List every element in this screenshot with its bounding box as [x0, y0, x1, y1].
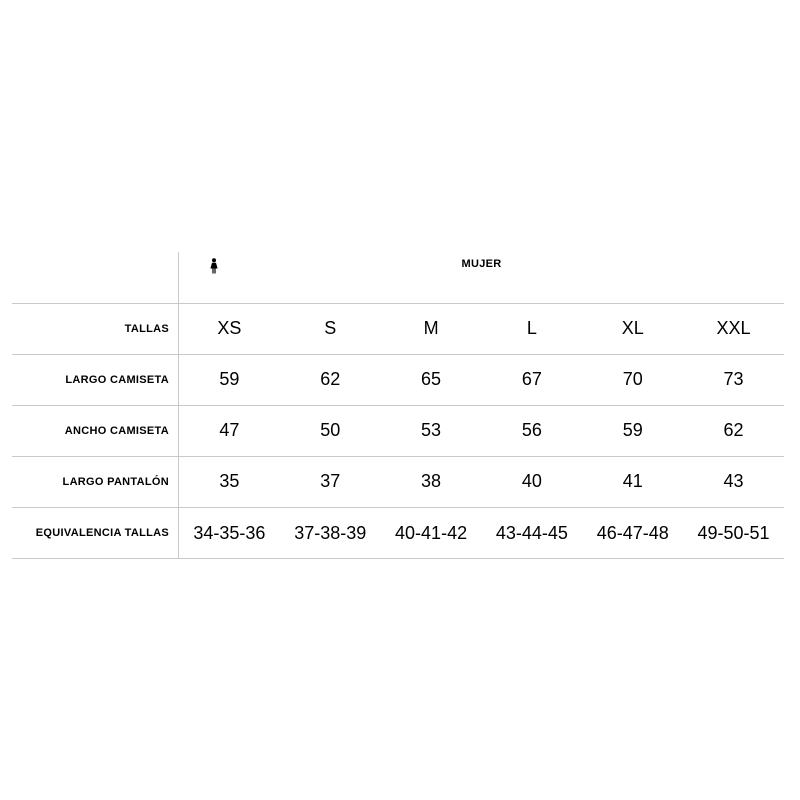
table-title: MUJER [461, 258, 502, 270]
value-cell: 62 [723, 420, 744, 440]
value-cell: 59 [622, 420, 643, 440]
value-cell: 62 [320, 369, 341, 389]
row-label-ancho-camiseta: ANCHO CAMISETA [64, 424, 169, 437]
value-cell: 47 [219, 420, 240, 440]
value-cell: 53 [421, 420, 442, 440]
size-cell: XL [621, 318, 644, 338]
value-cell: 73 [723, 369, 744, 389]
size-cell: XS [217, 318, 242, 338]
value-cell: 43 [723, 471, 744, 491]
row-label-largo-camiseta: LARGO CAMISETA [65, 373, 169, 386]
size-cell: XXL [716, 318, 751, 338]
value-cell: 70 [622, 369, 643, 389]
value-cell: 35 [219, 471, 240, 491]
size-cell: S [324, 318, 337, 338]
size-cell: L [526, 318, 537, 338]
value-cell: 65 [421, 369, 442, 389]
value-cell: 49-50-51 [697, 522, 770, 543]
size-cell: M [423, 318, 439, 338]
table-row [12, 507, 784, 559]
value-cell: 40-41-42 [395, 522, 468, 543]
value-cell: 67 [521, 369, 542, 389]
value-cell: 34-35-36 [193, 522, 266, 543]
size-chart-table [12, 252, 784, 559]
table-row [12, 456, 784, 507]
value-cell: 40 [521, 471, 542, 491]
row-label-largo-pantalon: LARGO PANTALÓN [62, 475, 169, 488]
row-label-equivalencia-tallas: EQUIVALENCIA TALLAS [35, 527, 169, 539]
value-cell: 43-44-45 [495, 522, 568, 543]
table-row [12, 303, 784, 354]
value-cell: 50 [320, 420, 341, 440]
table-header-row [12, 252, 784, 303]
value-cell: 38 [421, 471, 442, 491]
table-row [12, 405, 784, 456]
value-cell: 41 [622, 471, 643, 491]
value-cell: 56 [521, 420, 542, 440]
table-row [12, 354, 784, 405]
value-cell: 46-47-48 [596, 522, 669, 543]
value-cell: 37-38-39 [294, 522, 367, 543]
row-label-tallas: TALLAS [124, 322, 169, 335]
value-cell: 37 [320, 471, 341, 491]
value-cell: 59 [219, 369, 240, 389]
